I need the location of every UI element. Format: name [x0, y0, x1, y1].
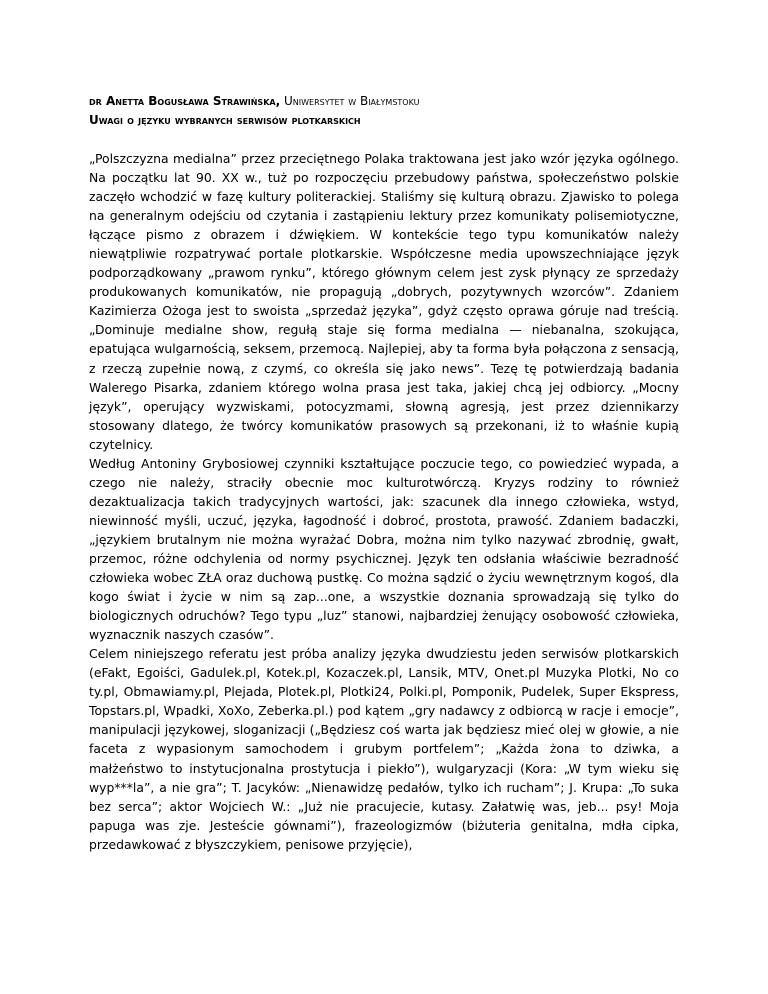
- author-affiliation: Uniwersytet w Białymstoku: [283, 94, 420, 108]
- article-title-line: [89, 111, 679, 130]
- author-line: [89, 92, 679, 111]
- article-title: Uwagi o języku wybranych serwisów plotkarskich: [89, 113, 361, 127]
- paragraph-3: Celem niniejszego referatu jest próba analizy języka dwudziestu jeden serwisów plotkarskich (eFakt, Egoiści, Gadulek.pl, Kotek.pl, Kozaczek.pl, Lansik, MTV, Onet.pl Muzyka Plotki, No co ty.pl, Obmawiamy.pl, Plejada, Plotek.pl, Plotki24, Polki.pl, Pomponik, Pudelek, Super Ekspress, Topstars.pl, Wpadki, XoXo, Zeberka.pl.) pod kątem „gry nadawcy z odbiorcą w racje i emocje”, manipulacji językowej, sloganizacji („Będziesz coś warta jak będziesz mieć olej w głowie, a nie faceta z wypasionym samochodem i grubym portfelem”; „Każda żona to dziwka, a małżeństwo to instytucjonalna prostytucja i piekło”), wulgaryzacji (Kora: „W tym wieku się wyp***la”, a nie gra”; T. Jacyków: „Nienawidzę pedałów, tylko ich rucham”; J. Krupa: „To suka bez serca”; aktor Wojciech W.: „Już nie pracujecie, kutasy. Załatwię was, jeb... psy! Moja papuga was zje. Jesteście gównami”), frazeologizmów (biżuteria genitalna, mdła cipka, przedawkować z błyszczykiem, penisowe przyjęcie),: [89, 646, 679, 852]
- document-page: [89, 92, 679, 854]
- author-name: dr Anetta Bogusława Strawińska,: [89, 94, 281, 108]
- header-spacer: [89, 130, 679, 149]
- paragraph-1: „Polszczyzna medialna” przez przeciętnego Polaka traktowana jest jako wzór języka ogólnego. Na początku lat 90. XX w., tuż po rozpoczęciu przebudowy państwa, społeczeństwo polskie zaczęło wchodzić w fazę kultury politerackiej. Staliśmy się kulturą obrazu. Zjawisko to polega na generalnym odejściu od czytania i zastąpieniu lektury przez komunikaty polisemiotyczne, łączące pismo z obrazem i dźwiękiem. W kontekście tego typu komunikatów należy niewątpliwie rozpatrywać portale plotkarskie. Współczesne media upowszechniające język podporządkowany „prawom rynku”, którego głównym celem jest zysk płynący ze sprzedaży produkowanych komunikatów, nie propagują „dobrych, pozytywnych wzorców”. Zdaniem Kazimierza Ożoga jest to swoista „sprzedaż języka”, gdyż często oprawa góruje nad treścią. „Dominuje medialne show, regułą staje się forma medialna — niebanalna, szokująca, epatująca wulgarnością, seksem, przemocą. Najlepiej, aby ta forma była połączona z sensacją, z rzeczą zupełnie nową, z czymś, co określa się jako news”. Tezę tę potwierdzają badania Walerego Pisarka, zdaniem którego wolna prasa jest taka, jakiej chcą jej odbiorcy. „Mocny język”, operujący wyzwiskami, potocyzmami, słowną agresją, jest przez dziennikarzy stosowany dlatego, że twórcy komunikatów prasowych są przekonani, iż to właśnie kupią czytelnicy.: [89, 151, 679, 452]
- paragraph-2: Według Antoniny Grybosiowej czynniki kształtujące poczucie tego, co powiedzieć wypada, a czego nie należy, straciły obecnie moc kulturotwórczą. Kryzys rodziny to również dezaktualizacja takich tradycyjnych wartości, jak: szacunek dla innego człowieka, wstyd, niewinność myśli, uczuć, języka, łagodność i dobroć, prostota, prawość. Zdaniem badaczki, „językiem brutalnym nie można wyrażać Dobra, można nim tylko nazywać zbrodnię, gwałt, przemoc, różne odchylenia od normy psychicznej. Język ten odsłania właściwie bezradność człowieka wobec ZŁA oraz duchową pustkę. Co można sądzić o życiu wewnętrznym kogoś, dla kogo świat i życie w nim są zap...one, a wszystkie doznania sprowadzają się tylko do biologicznych odruchów? Tego typu „luz” stanowi, najbardziej żenujący osobowość człowieka, wyznacznik naszych czasów”.: [89, 455, 679, 643]
